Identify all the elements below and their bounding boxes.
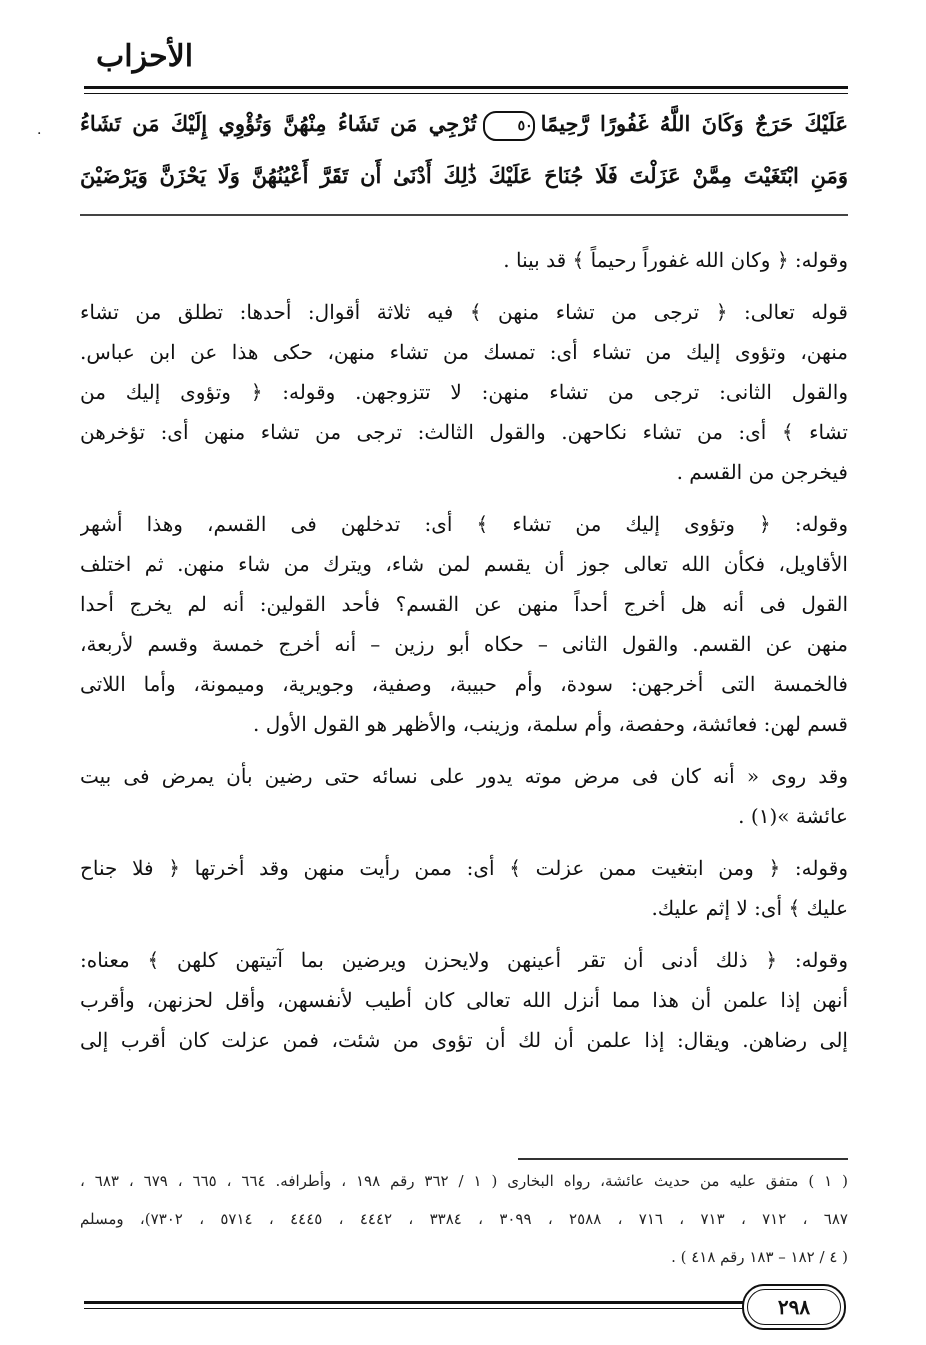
commentary-paragraph (80, 848, 848, 928)
margin-dot: · (37, 126, 42, 142)
text-line: وقوله: ﴿ ومن ابتغيت ممن عزلت ﴾ أى: ممن رأيت منهن وقد أخرتها ﴿ فلا جناح (80, 856, 848, 880)
verse-segment: تُرْجِي مَن تَشَاءُ مِنْهُنَّ وَتُؤْوِي إِلَيْكَ مَن تَشَاءُ (80, 111, 477, 136)
text-line: وقد روى « أنه كان فى مرض موته يدور على نسائه حتى رضين بأن يمرض فى بيت (80, 764, 848, 788)
footnote-line: ( ٤ / ١٨٢ – ١٨٣ رقم ٤١٨ ) . (671, 1248, 848, 1266)
commentary-body (80, 240, 848, 1060)
text-line: أنهن إذا علمن أن هذا مما أنزل الله تعالى كان أطيب لأنفسهن، وأقل لحزنهن، وأقرب (80, 988, 848, 1012)
text-line: فالخمسة التى أخرجهن: سودة، وأم حبيبة، وصفية، وجويرية، وميمونة، وأما اللاتى (80, 672, 848, 696)
text-line: والقول الثانى: ترجى من تشاء منهن: لا تتزوجهن. وقوله: ﴿ وتؤوى إليك من (80, 380, 848, 404)
footer-rule-thin (84, 1308, 746, 1309)
text-line: وقوله: ﴿ ذلك أدنى أن تقر أعينهن ولايحزن ويرضين بما آتيتهن كلهن ﴾ معناه: (80, 948, 848, 972)
quran-verse-block (80, 98, 848, 208)
commentary-paragraph (80, 504, 848, 744)
page-number-badge (742, 1284, 846, 1330)
footnotes (80, 1162, 848, 1276)
surah-title: الأحزاب (96, 39, 194, 74)
header-rule-thin (84, 93, 848, 94)
text-line: تشاء ﴾ أى: من تشاء نكاحهن. والقول الثالث: ترجى من تشاء منهن أى: تؤخرهن (80, 420, 848, 444)
page-number-frame (747, 1289, 841, 1325)
verse-segment: وَمَنِ ابْتَغَيْتَ مِمَّنْ عَزَلْتَ فَلَا جُنَاحَ عَلَيْكَ ذَٰلِكَ أَدْنَىٰ أَن تَقَرَّ أَعْيُنُهُنَّ وَلَا يَحْزَنَّ وَيَرْضَيْنَ (80, 163, 848, 188)
verse-divider (80, 214, 848, 216)
footnote-line: ( ١ ) متفق عليه من حديث عائشة، رواه البخارى ( ١ / ٣٦٢ رقم ١٩٨ ، وأطرافه. ٦٦٤ ، ٦٦٥ ، ٦٧٩ ، ٦٨٣ ، (80, 1172, 848, 1190)
commentary-paragraph (80, 940, 848, 1060)
commentary-paragraph (80, 292, 848, 492)
ayah-number-marker: ٥٠ (483, 111, 535, 141)
verse-segment: عَلَيْكَ حَرَجٌ وَكَانَ اللَّهُ غَفُورًا رَّحِيمًا (540, 111, 848, 136)
text-line: عائشة »(١) . (738, 804, 848, 828)
commentary-paragraph (80, 240, 848, 280)
text-line: فيخرجن من القسم . (676, 460, 848, 484)
footer-rule (84, 1301, 746, 1304)
text-line: القول فى أنه هل أخرج أحداً منهن عن القسم؟ فأحد القولين: أنه لم يخرج أحدا (80, 592, 848, 616)
text-line: منهن، وتؤوى إليك من تشاء أى: تمسك من تشاء منهن، حكى هذا عن ابن عباس. (80, 340, 848, 364)
verse-line-2 (80, 150, 848, 202)
footnote-line: ٦٨٧ ، ٧١٢ ، ٧١٣ ، ٧١٦ ، ٢٥٨٨ ، ٣٠٩٩ ، ٣٣٨٤ ، ٤٤٤٢ ، ٤٤٤٥ ، ٥٧١٤ ، ٧٣٠٢)، ومسلم (80, 1210, 848, 1228)
text-line: عليك ﴾ أى: لا إثم عليك. (651, 896, 848, 920)
text-line: الأقاويل، فكأن الله تعالى جوز أن يقسم لمن شاء، ويترك من شاء منهن. ثم اختلف (80, 552, 848, 576)
commentary-paragraph (80, 756, 848, 836)
text-line: قوله تعالى: ﴿ ترجى من تشاء منهن ﴾ فيه ثلاثة أقوال: أحدها: تطلق من تشاء (80, 300, 848, 324)
text-line: وقوله: ﴿ وتؤوى إليك من تشاء ﴾ أى: تدخلهن فى القسم، وهذا أشهر (80, 512, 848, 536)
verse-line-1 (80, 98, 848, 150)
header-rule (84, 86, 848, 89)
text-line: وقوله: ﴿ وكان الله غفوراً رحيماً ﴾ قد بينا . (503, 248, 848, 272)
page-number: ٢٩٨ (777, 1295, 811, 1319)
text-line: منهن عن القسم. والقول الثانى – حكاه أبو رزين – أنه أخرج خمسة وقسم لأربعة، (80, 632, 848, 656)
text-line: إلى رضاهن. ويقال: إذا علمن أن لك أن تؤوى من شئت، فمن عزلت كان أقرب إلى (80, 1028, 848, 1052)
footnote-divider (518, 1158, 848, 1160)
text-line: قسم لهن: فعائشة، وحفصة، وأم سلمة، وزينب، والأظهر هو القول الأول . (252, 712, 848, 736)
